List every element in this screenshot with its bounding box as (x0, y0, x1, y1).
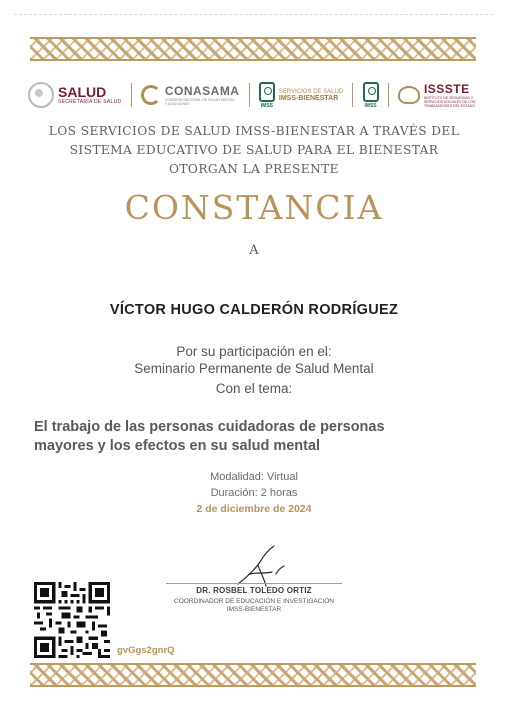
imss-mark-text: IMSS (364, 102, 377, 109)
duration-text: Duración: 2 horas (210, 487, 298, 499)
topic-title (34, 418, 474, 456)
connector-text: A (249, 243, 259, 258)
theme-intro: Con el tema: (215, 381, 293, 396)
servicios-salud-logo (259, 82, 343, 109)
logo-separator (131, 83, 132, 107)
certificate-title: CONSTANCIA (124, 188, 384, 227)
verification-code: gvGgs2gnrQ (117, 645, 175, 656)
servicios-logo-top: SERVICIOS DE SALUD (278, 88, 344, 95)
issste-mark-icon (398, 86, 420, 104)
conasama-logo-name: CONASAMA (164, 84, 240, 98)
logo-separator (388, 83, 389, 107)
logo-separator (249, 83, 250, 107)
logo-bar (28, 78, 480, 112)
salud-logo (28, 82, 121, 108)
mexico-seal-icon (28, 82, 54, 108)
issuer-statement (0, 122, 508, 179)
topic-line-2: mayores y los efectos en su salud mental (34, 438, 321, 454)
issste-logo-sub: INSTITUTO DE SEGURIDAD Y SERVICIOS SOCIALES DE LOS TRABAJADORES DEL ESTADO (423, 96, 476, 108)
imss-shield-icon (363, 82, 379, 102)
issuer-line-3: OTORGAN LA PRESENTE (169, 162, 339, 176)
recipient-name: VÍCTOR HUGO CALDERÓN RODRÍGUEZ (109, 302, 399, 318)
salud-logo-sub: SECRETARÍA DE SALUD (58, 99, 122, 105)
conasama-mark-icon (141, 85, 161, 105)
imss-logo (363, 82, 379, 109)
signatory-role-line-1: COORDINADOR DE EDUCACIÓN E INVESTIGACIÓN (174, 598, 334, 605)
signature-line (166, 583, 342, 584)
topic-line-1: El trabajo de las personas cuidadoras de personas (34, 419, 385, 435)
signatory-role-line-2: IMSS-BIENESTAR (226, 606, 282, 613)
modality-text: Modalidad: Virtual (210, 471, 298, 483)
imss-mark-text: IMSS (260, 102, 273, 109)
bottom-ornament-band (30, 663, 476, 687)
issuer-line-1: LOS SERVICIOS DE SALUD IMSS-BIENESTAR A TRAVÉS DEL (48, 124, 460, 138)
conasama-logo (141, 84, 240, 106)
salud-logo-name: SALUD (58, 84, 107, 100)
issste-logo (398, 82, 480, 108)
conasama-logo-sub: COMISIÓN NACIONAL DE SALUD MENTAL Y ADICCIONES (164, 98, 235, 106)
servicios-logo-bottom: IMSS-BIENESTAR (278, 94, 339, 102)
qr-code-icon[interactable] (34, 582, 110, 658)
event-date: 2 de diciembre de 2024 (196, 503, 312, 515)
issuer-line-2: SISTEMA EDUCATIVO DE SALUD PARA EL BIENESTAR (69, 143, 439, 157)
event-name: Seminario Permanente de Salud Mental (134, 361, 374, 376)
signatory-name: DR. ROSBEL TOLEDO ORTIZ (196, 586, 312, 595)
imss-shield-icon (259, 82, 275, 102)
logo-separator (352, 83, 353, 107)
top-ornament-band (30, 37, 476, 61)
issste-logo-name: ISSSTE (423, 82, 470, 96)
participation-intro: Por su participación en el: (176, 344, 332, 359)
